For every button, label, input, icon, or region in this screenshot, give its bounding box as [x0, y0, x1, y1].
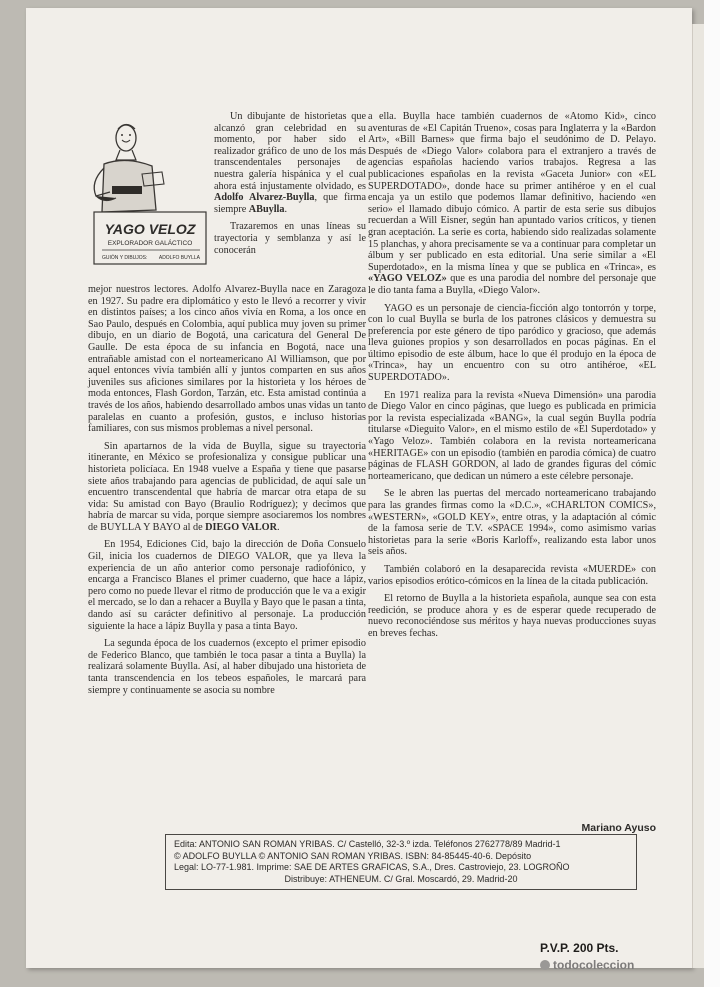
right-paragraph-1: a ella. Buylla hace también cuadernos de «Atomo Kid», cinco aventuras de «El Capitán Trueno», cosas para Inglaterra y la «Bardon Art», «Bill Barnes» que firma bajo el seudónimo de D. Pelayo. Después de «Diego Valor» colabora para el extranjero a través de agencias españolas haciendo varios trabajos. Regresa a las publicaciones españolas en la revista «Gaceta Junior» con «EL SUPERDOTADO», donde hace su primer antihéroe y en el cual encaja ya un estilo que podemos llamar definitivo, haciendo «en serio» el llamado dibujo cómico. A partir de esta serie sus dibujos recuerdan a Will Eisner, según han apuntado varios críticos, y tienen gran aceptación. La serie es corta, habiendo sido realizadas solamente 15 planchas, y ahora precisamente se va a continuar para completar un álbum y ser publicado en esta editorial. Una serie similar a «El Superdotado», en la misma línea y que se publica en «Trinca», es «YAGO VELOZ» que es una parodia del nombre del personaje que le dio tanta fama a Buylla, «Diego Valor». — [368, 111, 656, 296]
author-signature-line: Mariano Ayuso — [581, 822, 656, 834]
illustration-credit-right: ADOLFO BUYLLA — [158, 255, 200, 261]
illustration-title: YAGO VELOZ — [104, 221, 196, 237]
credits-line-1: Edita: ANTONIO SAN ROMAN YRIBAS. C/ Castelló, 32-3.º izda. Teléfonos 2762778/89 Madrid-1 — [174, 839, 561, 849]
author-name: Adolfo Alvarez-Buylla — [214, 192, 315, 204]
left-column — [88, 284, 366, 702]
illustration-subtitle: EXPLORADOR GALÁCTICO — [107, 240, 193, 247]
author-signature: ABuylla — [248, 203, 285, 215]
left-paragraph-1: mejor nuestros lectores. Adolfo Alvarez-Buylla nace en Zaragoza en 1927. Su padre era diplomático y esto le llevó a recorrer y vivir en distintos países; a los cinco años vivía en Roma, a los once en Sao Paulo, después en Colombia, aquí publica muy joven su primer dibujo, en un diario de Bogotá, una caricatura del General De Gaulle. De esta época de su infancia en Bogotá, nace una entrañable amistad con el norteamericano Al Williamson, que por aquel entonces vivía también allí y juntos comparten en sus años juveniles sus aficiones similares por la historieta y los héroes de moda entonces, Flash Gordon, Tarzán, etc. Esta amistad continúa a través de los años, habiendo desarrollado ambos unas vidas un tanto paralelas en cuanto a profesión, gustos, e incluso historias familiares, con sus mismos problemas a nivel personal. — [88, 284, 366, 435]
background-strip — [704, 0, 720, 987]
intro-text — [214, 111, 366, 262]
publisher-credits-box — [165, 834, 637, 890]
credits-line-3: Legal: LO-77-1.981. Imprime: SAE DE ARTES GRAFICAS, S.A., Dres. Castroviejo, 23. LOGROÑO — [174, 862, 570, 872]
left-paragraph-2: Sin apartarnos de la vida de Buylla, sigue su trayectoria itinerante, en México se profesionaliza y consigue publicar una historieta policíaca. En 1948 vuelve a España y tiene que pasarse siete años trabajando para agencias de publicidad, de aquí sale un encuentro transcendental que habría de marcar otra etapa de su vida: Su amistad con Bayo (Braulio Rodríguez); y decimos que habría de marcar su vida, porque siempre asociaremos los nombres de BUYLLA Y BAYO al de DIEGO VALOR. — [88, 440, 366, 533]
right-column — [368, 111, 656, 646]
right-paragraph-3: En 1971 realiza para la revista «Nueva Dimensión» una parodia de Diego Valor en cinco páginas, que luego es publicada en primicia por la revista especializada «BANG», la cual según Buylla podría titularse «Dieguito Valor», en el mismo estilo de «El Superdotado» y «Yago Veloz». También colabora en la revista norteamericana «HERITAGE» con un episodio (también en parodia cómica) de cuatro páginas de FLASH GORDON, al lado de grandes figuras del cómic norteamericano, que dedican un número a este célebre personaje. — [368, 389, 656, 482]
credits-line-2: © ADOLFO BUYLLA © ANTONIO SAN ROMAN YRIBAS. ISBN: 84-85445-40-6. Depósito — [174, 850, 532, 861]
right-paragraph-2: YAGO es un personaje de ciencia-ficción algo tontorrón y torpe, con lo cual Buylla se burla de los patrones clásicos y demuestra su preferencia por este género de tipo paródico y gracioso, que además lleva guiones propios y son desarrollados en pocas páginas. En el último episodio de este álbum, hace lo que él produjo en la época de «Trinca», hay un encuentro con su otro antihéroe, «EL SUPERDOTADO». — [368, 302, 656, 384]
illustration-credit-left: GUIÓN Y DIBUJOS: — [102, 255, 148, 261]
left-paragraph-3: En 1954, Ediciones Cid, bajo la dirección de Doña Consuelo Gil, inicia los cuadernos de DIEGO VALOR, que ya lleva la experiencia de un año anterior como personaje radiofónico, y encarga a Francisco Blanes el primer cuaderno, que hace a lápiz, pero como no puede llevar el ritmo de producción que le va a exigir el mercado, se lo dan a rehacer a Buylla y Bayo que le pasan a tinta, dando así su carácter definitivo al personaje. La producción siguiente la hace a lápiz Buylla y pasa a tinta Bayo. — [88, 539, 366, 632]
diego-valor-bold: DIEGO VALOR — [205, 521, 277, 533]
credits-line-4: Distribuye: ATHENEUM. C/ Gral. Moscardó, 29. Madrid-20 — [284, 873, 518, 884]
right-paragraph-5: También colaboró en la desaparecida revista «MUERDE» con varios episodios erótico-cómicos en la línea de la citada publicación. — [368, 563, 656, 587]
price-label: P.V.P. 200 Pts. — [540, 941, 619, 955]
left-paragraph-4: La segunda época de los cuadernos (excepto el primer episodio de Federico Blanco, que también le toca pasar a tinta a Buylla) la realizará solamente Buylla. Así, al haber dibujado una historieta de tanta transcendencia en los tebeos españoles, le marcará para siempre y continuamente se asocia su nombre — [88, 638, 366, 696]
right-paragraph-6: El retorno de Buylla a la historieta española, aunque sea con esta reedición, se produce ahora y es de esperar quede recuperado de nuevo reconociéndose sus méritos y haya nuevas producciones suyas en breves fechas. — [368, 593, 656, 639]
yago-veloz-illustration — [82, 112, 212, 270]
right-paragraph-4: Se le abren las puertas del mercado norteamericano trabajando para las grandes firmas como la «D.C.», «CHARLTON COMICS», «WESTERN», «GOLD KEY», entre otras, y la adaptación al cómic de la famosa serie de T.V. «SPACE 1994», como asimismo varias historietas para la serie «Boris Karloff», realizando esta labor unos seis años. — [368, 488, 656, 558]
watermark — [540, 958, 634, 972]
intro-paragraph-2: Trazaremos en unas líneas su trayectoria y semblanza y así le conocerán — [214, 221, 366, 256]
intro-paragraph-1: Un dibujante de historietas que alcanzó gran celebridad en su momento, por haber sido el realizador gráfico de uno de los más transcendentales personajes de nuestra galería hispánica y el cual ahora está injustamente olvidado, es Adolfo Alvarez-Buylla, que firma siempre ABuylla. — [214, 111, 366, 215]
watermark-logo-icon — [540, 960, 550, 970]
watermark-text: todocoleccion — [553, 958, 635, 972]
yago-veloz-bold: «YAGO VELOZ» — [368, 273, 447, 285]
